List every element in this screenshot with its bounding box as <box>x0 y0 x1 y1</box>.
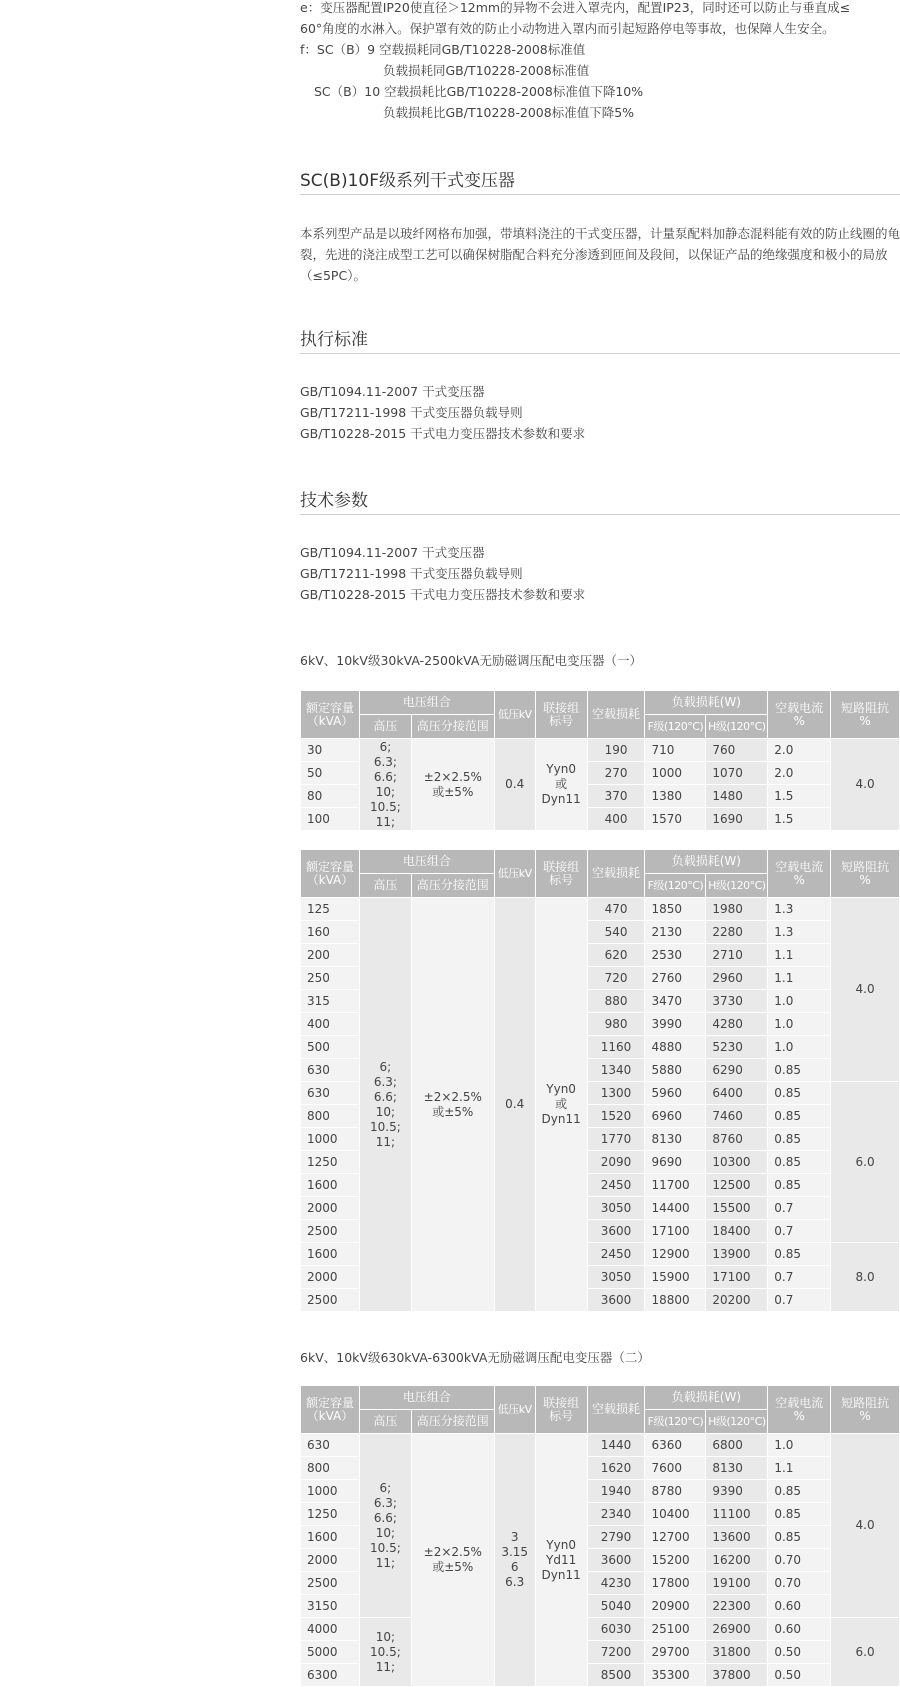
cell-impedance: 8.0 <box>831 1243 900 1312</box>
header-no-load-loss: 空载损耗 <box>587 691 645 739</box>
cell-no-load-loss: 3600 <box>587 1549 645 1572</box>
section-title-standards: 执行标准 <box>300 330 368 350</box>
cell-no-load-current: 1.3 <box>768 921 831 944</box>
cell-tap-range: ±2×2.5% 或±5% <box>411 898 494 1312</box>
header-no-load-current: 空载电流 % <box>768 691 831 739</box>
cell-no-load-current: 0.7 <box>768 1197 831 1220</box>
cell-load-loss-f: 7600 <box>645 1457 706 1480</box>
spec-table-2 <box>300 849 900 1312</box>
header-tap-range: 高压分接范围 <box>411 715 494 739</box>
cell-load-loss-f: 9690 <box>645 1151 706 1174</box>
cell-no-load-current: 0.85 <box>768 1082 831 1105</box>
header-group: 联接组 标号 <box>535 850 587 898</box>
param-line: GB/T10228-2015 干式电力变压器技术参数和要求 <box>300 587 586 602</box>
cell-capacity: 50 <box>301 762 360 785</box>
cell-group: Yyn0 或 Dyn11 <box>535 739 587 831</box>
note-e-line-1: e：变压器配置IP20使直径＞12mm的异物不会进入罩壳内，配置IP23，同时还可以防止与垂直成≤ <box>300 0 851 15</box>
cell-no-load-loss: 3050 <box>587 1197 645 1220</box>
cell-no-load-loss: 2340 <box>587 1503 645 1526</box>
cell-capacity: 3150 <box>301 1595 360 1618</box>
cell-capacity: 2500 <box>301 1289 360 1312</box>
table-row <box>301 898 900 921</box>
spec-table-3 <box>300 1385 900 1687</box>
cell-no-load-loss: 470 <box>587 898 645 921</box>
cell-load-loss-h: 22300 <box>706 1595 768 1618</box>
cell-no-load-loss: 2450 <box>587 1174 645 1197</box>
cell-no-load-loss: 1520 <box>587 1105 645 1128</box>
cell-load-loss-h: 10300 <box>706 1151 768 1174</box>
cell-load-loss-f: 2760 <box>645 967 706 990</box>
header-no-load-loss: 空载损耗 <box>587 850 645 898</box>
header-tap-range: 高压分接范围 <box>411 874 494 898</box>
section-title-series: SC(B)10F级系列干式变压器 <box>300 171 515 191</box>
cell-load-loss-f: 8130 <box>645 1128 706 1151</box>
cell-load-loss-h: 5230 <box>706 1036 768 1059</box>
cell-load-loss-h: 37800 <box>706 1664 768 1687</box>
cell-no-load-current: 0.85 <box>768 1526 831 1549</box>
cell-load-loss-f: 710 <box>645 739 706 762</box>
header-f-class: F级(120°C) <box>645 1410 706 1434</box>
header-h-class: H级(120°C) <box>706 874 768 898</box>
cell-load-loss-h: 2710 <box>706 944 768 967</box>
standard-line: GB/T1094.11-2007 干式变压器 <box>300 384 485 399</box>
header-load-loss: 负载损耗(W) <box>645 691 768 715</box>
cell-load-loss-f: 18800 <box>645 1289 706 1312</box>
cell-capacity: 5000 <box>301 1641 360 1664</box>
cell-no-load-current: 1.5 <box>768 785 831 808</box>
section-divider <box>300 514 900 515</box>
header-f-class: F级(120°C) <box>645 715 706 739</box>
cell-capacity: 4000 <box>301 1618 360 1641</box>
note-f-line-3: SC（B）10 空载损耗比GB/T10228-2008标准值下降10% <box>314 84 644 99</box>
cell-load-loss-f: 15900 <box>645 1266 706 1289</box>
cell-load-loss-h: 18400 <box>706 1220 768 1243</box>
cell-load-loss-f: 6960 <box>645 1105 706 1128</box>
cell-lv: 0.4 <box>494 898 535 1312</box>
cell-no-load-loss: 270 <box>587 762 645 785</box>
note-f-line-1: f：SC（B）9 空载损耗同GB/T10228-2008标准值 <box>300 42 586 57</box>
param-line: GB/T1094.11-2007 干式变压器 <box>300 545 485 560</box>
cell-tap-range: ±2×2.5% 或±5% <box>411 1434 494 1687</box>
cell-no-load-current: 2.0 <box>768 762 831 785</box>
cell-capacity: 1250 <box>301 1151 360 1174</box>
cell-load-loss-f: 3470 <box>645 990 706 1013</box>
cell-no-load-loss: 2450 <box>587 1243 645 1266</box>
cell-capacity: 2000 <box>301 1266 360 1289</box>
cell-load-loss-h: 8760 <box>706 1128 768 1151</box>
cell-capacity: 800 <box>301 1105 360 1128</box>
cell-load-loss-h: 4280 <box>706 1013 768 1036</box>
cell-load-loss-f: 15200 <box>645 1549 706 1572</box>
cell-capacity: 2500 <box>301 1572 360 1595</box>
cell-capacity: 100 <box>301 808 360 831</box>
cell-load-loss-f: 5880 <box>645 1059 706 1082</box>
cell-no-load-loss: 1300 <box>587 1082 645 1105</box>
cell-load-loss-h: 13600 <box>706 1526 768 1549</box>
cell-load-loss-h: 2960 <box>706 967 768 990</box>
cell-capacity: 6300 <box>301 1664 360 1687</box>
note-e-line-2: 60°角度的水淋入。保护罩有效的防止小动物进入罩内而引起短路停电等事故，也保障人生安全。 <box>300 21 835 36</box>
section-title-params: 技术参数 <box>300 491 368 511</box>
cell-no-load-loss: 1940 <box>587 1480 645 1503</box>
header-f-class: F级(120°C) <box>645 874 706 898</box>
cell-capacity: 1600 <box>301 1174 360 1197</box>
note-f-line-4: 负载损耗比GB/T10228-2008标准值下降5% <box>383 105 635 120</box>
cell-load-loss-h: 16200 <box>706 1549 768 1572</box>
cell-no-load-current: 0.50 <box>768 1664 831 1687</box>
header-hv: 高压 <box>359 715 411 739</box>
cell-load-loss-f: 3990 <box>645 1013 706 1036</box>
cell-load-loss-h: 2280 <box>706 921 768 944</box>
cell-lv: 3 3.15 6 6.3 <box>494 1434 535 1687</box>
cell-load-loss-h: 1070 <box>706 762 768 785</box>
header-voltage-combo: 电压组合 <box>359 1386 494 1410</box>
cell-load-loss-f: 8780 <box>645 1480 706 1503</box>
cell-capacity: 30 <box>301 739 360 762</box>
cell-no-load-current: 0.85 <box>768 1480 831 1503</box>
cell-no-load-loss: 190 <box>587 739 645 762</box>
cell-no-load-loss: 3050 <box>587 1266 645 1289</box>
cell-load-loss-f: 1570 <box>645 808 706 831</box>
cell-hv: 6; 6.3; 6.6; 10; 10.5; 11; <box>359 1434 411 1618</box>
cell-no-load-loss: 3600 <box>587 1220 645 1243</box>
cell-load-loss-h: 1480 <box>706 785 768 808</box>
table1-caption: 6kV、10kV级30kVA-2500kVA无励磁调压配电变压器（一） <box>300 653 642 668</box>
cell-load-loss-h: 17100 <box>706 1266 768 1289</box>
cell-no-load-current: 0.85 <box>768 1059 831 1082</box>
cell-no-load-loss: 2790 <box>587 1526 645 1549</box>
cell-capacity: 400 <box>301 1013 360 1036</box>
cell-load-loss-f: 25100 <box>645 1618 706 1641</box>
cell-no-load-current: 1.1 <box>768 944 831 967</box>
cell-no-load-loss: 7200 <box>587 1641 645 1664</box>
cell-impedance: 6.0 <box>831 1618 900 1687</box>
cell-no-load-loss: 1160 <box>587 1036 645 1059</box>
cell-capacity: 125 <box>301 898 360 921</box>
cell-no-load-loss: 2090 <box>587 1151 645 1174</box>
cell-load-loss-f: 17800 <box>645 1572 706 1595</box>
cell-no-load-loss: 370 <box>587 785 645 808</box>
header-impedance: 短路阻抗 % <box>831 1386 900 1434</box>
header-lv: 低压kV <box>494 691 535 739</box>
cell-capacity: 500 <box>301 1036 360 1059</box>
standard-line: GB/T17211-1998 干式变压器负载导则 <box>300 405 523 420</box>
cell-load-loss-h: 1690 <box>706 808 768 831</box>
header-h-class: H级(120°C) <box>706 715 768 739</box>
cell-load-loss-h: 9390 <box>706 1480 768 1503</box>
cell-load-loss-f: 12700 <box>645 1526 706 1549</box>
header-capacity: 额定容量 （kVA） <box>301 1386 360 1434</box>
cell-load-loss-f: 1380 <box>645 785 706 808</box>
cell-load-loss-f: 5960 <box>645 1082 706 1105</box>
cell-no-load-current: 0.60 <box>768 1618 831 1641</box>
cell-group: Yyn0 Yd11 Dyn11 <box>535 1434 587 1687</box>
cell-no-load-current: 1.1 <box>768 1457 831 1480</box>
cell-load-loss-f: 12900 <box>645 1243 706 1266</box>
cell-no-load-current: 1.1 <box>768 967 831 990</box>
cell-load-loss-h: 15500 <box>706 1197 768 1220</box>
cell-no-load-current: 0.85 <box>768 1503 831 1526</box>
table-row <box>301 1618 900 1641</box>
cell-load-loss-h: 760 <box>706 739 768 762</box>
cell-lv: 0.4 <box>494 739 535 831</box>
cell-no-load-loss: 8500 <box>587 1664 645 1687</box>
cell-capacity: 2000 <box>301 1549 360 1572</box>
cell-no-load-loss: 1440 <box>587 1434 645 1457</box>
section-divider <box>300 353 900 354</box>
cell-no-load-loss: 980 <box>587 1013 645 1036</box>
cell-load-loss-f: 35300 <box>645 1664 706 1687</box>
cell-load-loss-f: 2130 <box>645 921 706 944</box>
cell-capacity: 2000 <box>301 1197 360 1220</box>
cell-no-load-current: 0.85 <box>768 1105 831 1128</box>
cell-load-loss-f: 14400 <box>645 1197 706 1220</box>
cell-capacity: 80 <box>301 785 360 808</box>
cell-load-loss-f: 20900 <box>645 1595 706 1618</box>
cell-capacity: 630 <box>301 1082 360 1105</box>
cell-no-load-loss: 6030 <box>587 1618 645 1641</box>
header-tap-range: 高压分接范围 <box>411 1410 494 1434</box>
cell-load-loss-h: 13900 <box>706 1243 768 1266</box>
cell-no-load-loss: 1620 <box>587 1457 645 1480</box>
series-description: 本系列型产品是以玻纤网格布加强，带填料浇注的干式变压器，计量泵配料加静态混料能有效的防止线圈的龟裂，先进的浇注成型工艺可以确保树脂配合料充分渗透到匝间及段间，以保证产品的绝缘强度和极小的局放（≤5PC）。 <box>300 226 900 283</box>
cell-no-load-current: 0.85 <box>768 1151 831 1174</box>
cell-no-load-current: 1.0 <box>768 1013 831 1036</box>
standard-line: GB/T10228-2015 干式电力变压器技术参数和要求 <box>300 426 586 441</box>
cell-no-load-loss: 540 <box>587 921 645 944</box>
cell-no-load-current: 1.0 <box>768 1434 831 1457</box>
cell-impedance: 4.0 <box>831 898 900 1082</box>
header-hv: 高压 <box>359 1410 411 1434</box>
table3-caption: 6kV、10kV级630kVA-6300kVA无励磁调压配电变压器（二） <box>300 1350 650 1365</box>
cell-impedance: 4.0 <box>831 739 900 831</box>
note-f-line-2: 负载损耗同GB/T10228-2008标准值 <box>383 63 590 78</box>
header-impedance: 短路阻抗 % <box>831 691 900 739</box>
cell-capacity: 630 <box>301 1434 360 1457</box>
cell-capacity: 1000 <box>301 1128 360 1151</box>
cell-no-load-current: 1.5 <box>768 808 831 831</box>
header-capacity: 额定容量 （kVA） <box>301 691 360 739</box>
cell-load-loss-f: 1850 <box>645 898 706 921</box>
cell-capacity: 630 <box>301 1059 360 1082</box>
section-divider <box>300 194 900 195</box>
cell-no-load-loss: 620 <box>587 944 645 967</box>
cell-capacity: 1600 <box>301 1243 360 1266</box>
cell-load-loss-h: 3730 <box>706 990 768 1013</box>
cell-capacity: 1600 <box>301 1526 360 1549</box>
cell-load-loss-h: 1980 <box>706 898 768 921</box>
cell-capacity: 250 <box>301 967 360 990</box>
cell-no-load-loss: 1340 <box>587 1059 645 1082</box>
header-hv: 高压 <box>359 874 411 898</box>
cell-no-load-current: 1.3 <box>768 898 831 921</box>
cell-load-loss-f: 11700 <box>645 1174 706 1197</box>
cell-capacity: 200 <box>301 944 360 967</box>
header-group: 联接组 标号 <box>535 1386 587 1434</box>
cell-no-load-current: 2.0 <box>768 739 831 762</box>
cell-no-load-loss: 880 <box>587 990 645 1013</box>
cell-capacity: 2500 <box>301 1220 360 1243</box>
cell-load-loss-h: 6800 <box>706 1434 768 1457</box>
cell-load-loss-f: 2530 <box>645 944 706 967</box>
cell-load-loss-h: 8130 <box>706 1457 768 1480</box>
header-capacity: 额定容量 （kVA） <box>301 850 360 898</box>
cell-no-load-loss: 5040 <box>587 1595 645 1618</box>
cell-load-loss-h: 7460 <box>706 1105 768 1128</box>
table-row <box>301 1434 900 1457</box>
cell-no-load-current: 0.70 <box>768 1549 831 1572</box>
cell-hv: 6; 6.3; 6.6; 10; 10.5; 11; <box>359 739 411 831</box>
cell-tap-range: ±2×2.5% 或±5% <box>411 739 494 831</box>
header-no-load-loss: 空载损耗 <box>587 1386 645 1434</box>
header-voltage-combo: 电压组合 <box>359 850 494 874</box>
cell-load-loss-f: 29700 <box>645 1641 706 1664</box>
cell-hv: 6; 6.3; 6.6; 10; 10.5; 11; <box>359 898 411 1312</box>
header-group: 联接组 标号 <box>535 691 587 739</box>
cell-impedance: 4.0 <box>831 1434 900 1618</box>
cell-no-load-current: 0.85 <box>768 1174 831 1197</box>
cell-load-loss-h: 6400 <box>706 1082 768 1105</box>
cell-load-loss-h: 6290 <box>706 1059 768 1082</box>
cell-group: Yyn0 或 Dyn11 <box>535 898 587 1312</box>
cell-load-loss-h: 20200 <box>706 1289 768 1312</box>
cell-no-load-loss: 720 <box>587 967 645 990</box>
header-no-load-current: 空载电流 % <box>768 1386 831 1434</box>
cell-load-loss-f: 6360 <box>645 1434 706 1457</box>
cell-no-load-current: 0.85 <box>768 1128 831 1151</box>
header-lv: 低压kV <box>494 1386 535 1434</box>
cell-capacity: 800 <box>301 1457 360 1480</box>
cell-no-load-current: 0.60 <box>768 1595 831 1618</box>
cell-no-load-current: 0.7 <box>768 1266 831 1289</box>
cell-load-loss-h: 31800 <box>706 1641 768 1664</box>
cell-load-loss-h: 19100 <box>706 1572 768 1595</box>
cell-load-loss-f: 1000 <box>645 762 706 785</box>
cell-no-load-current: 0.70 <box>768 1572 831 1595</box>
header-h-class: H级(120°C) <box>706 1410 768 1434</box>
cell-no-load-current: 1.0 <box>768 990 831 1013</box>
header-load-loss: 负载损耗(W) <box>645 1386 768 1410</box>
cell-impedance: 6.0 <box>831 1082 900 1243</box>
cell-load-loss-h: 26900 <box>706 1618 768 1641</box>
cell-no-load-current: 0.7 <box>768 1220 831 1243</box>
cell-no-load-loss: 3600 <box>587 1289 645 1312</box>
cell-load-loss-f: 4880 <box>645 1036 706 1059</box>
cell-load-loss-f: 10400 <box>645 1503 706 1526</box>
header-no-load-current: 空载电流 % <box>768 850 831 898</box>
cell-capacity: 160 <box>301 921 360 944</box>
cell-no-load-current: 1.0 <box>768 1036 831 1059</box>
cell-load-loss-f: 17100 <box>645 1220 706 1243</box>
header-impedance: 短路阻抗 % <box>831 850 900 898</box>
cell-load-loss-h: 11100 <box>706 1503 768 1526</box>
cell-hv: 10; 10.5; 11; <box>359 1618 411 1687</box>
cell-capacity: 1000 <box>301 1480 360 1503</box>
cell-no-load-current: 0.50 <box>768 1641 831 1664</box>
cell-capacity: 1250 <box>301 1503 360 1526</box>
header-voltage-combo: 电压组合 <box>359 691 494 715</box>
header-lv: 低压kV <box>494 850 535 898</box>
spec-table-1 <box>300 690 900 831</box>
cell-no-load-current: 0.7 <box>768 1289 831 1312</box>
cell-capacity: 315 <box>301 990 360 1013</box>
cell-load-loss-h: 12500 <box>706 1174 768 1197</box>
header-load-loss: 负载损耗(W) <box>645 850 768 874</box>
cell-no-load-current: 0.85 <box>768 1243 831 1266</box>
cell-no-load-loss: 4230 <box>587 1572 645 1595</box>
cell-no-load-loss: 400 <box>587 808 645 831</box>
cell-no-load-loss: 1770 <box>587 1128 645 1151</box>
table-row <box>301 739 900 762</box>
param-line: GB/T17211-1998 干式变压器负载导则 <box>300 566 523 581</box>
